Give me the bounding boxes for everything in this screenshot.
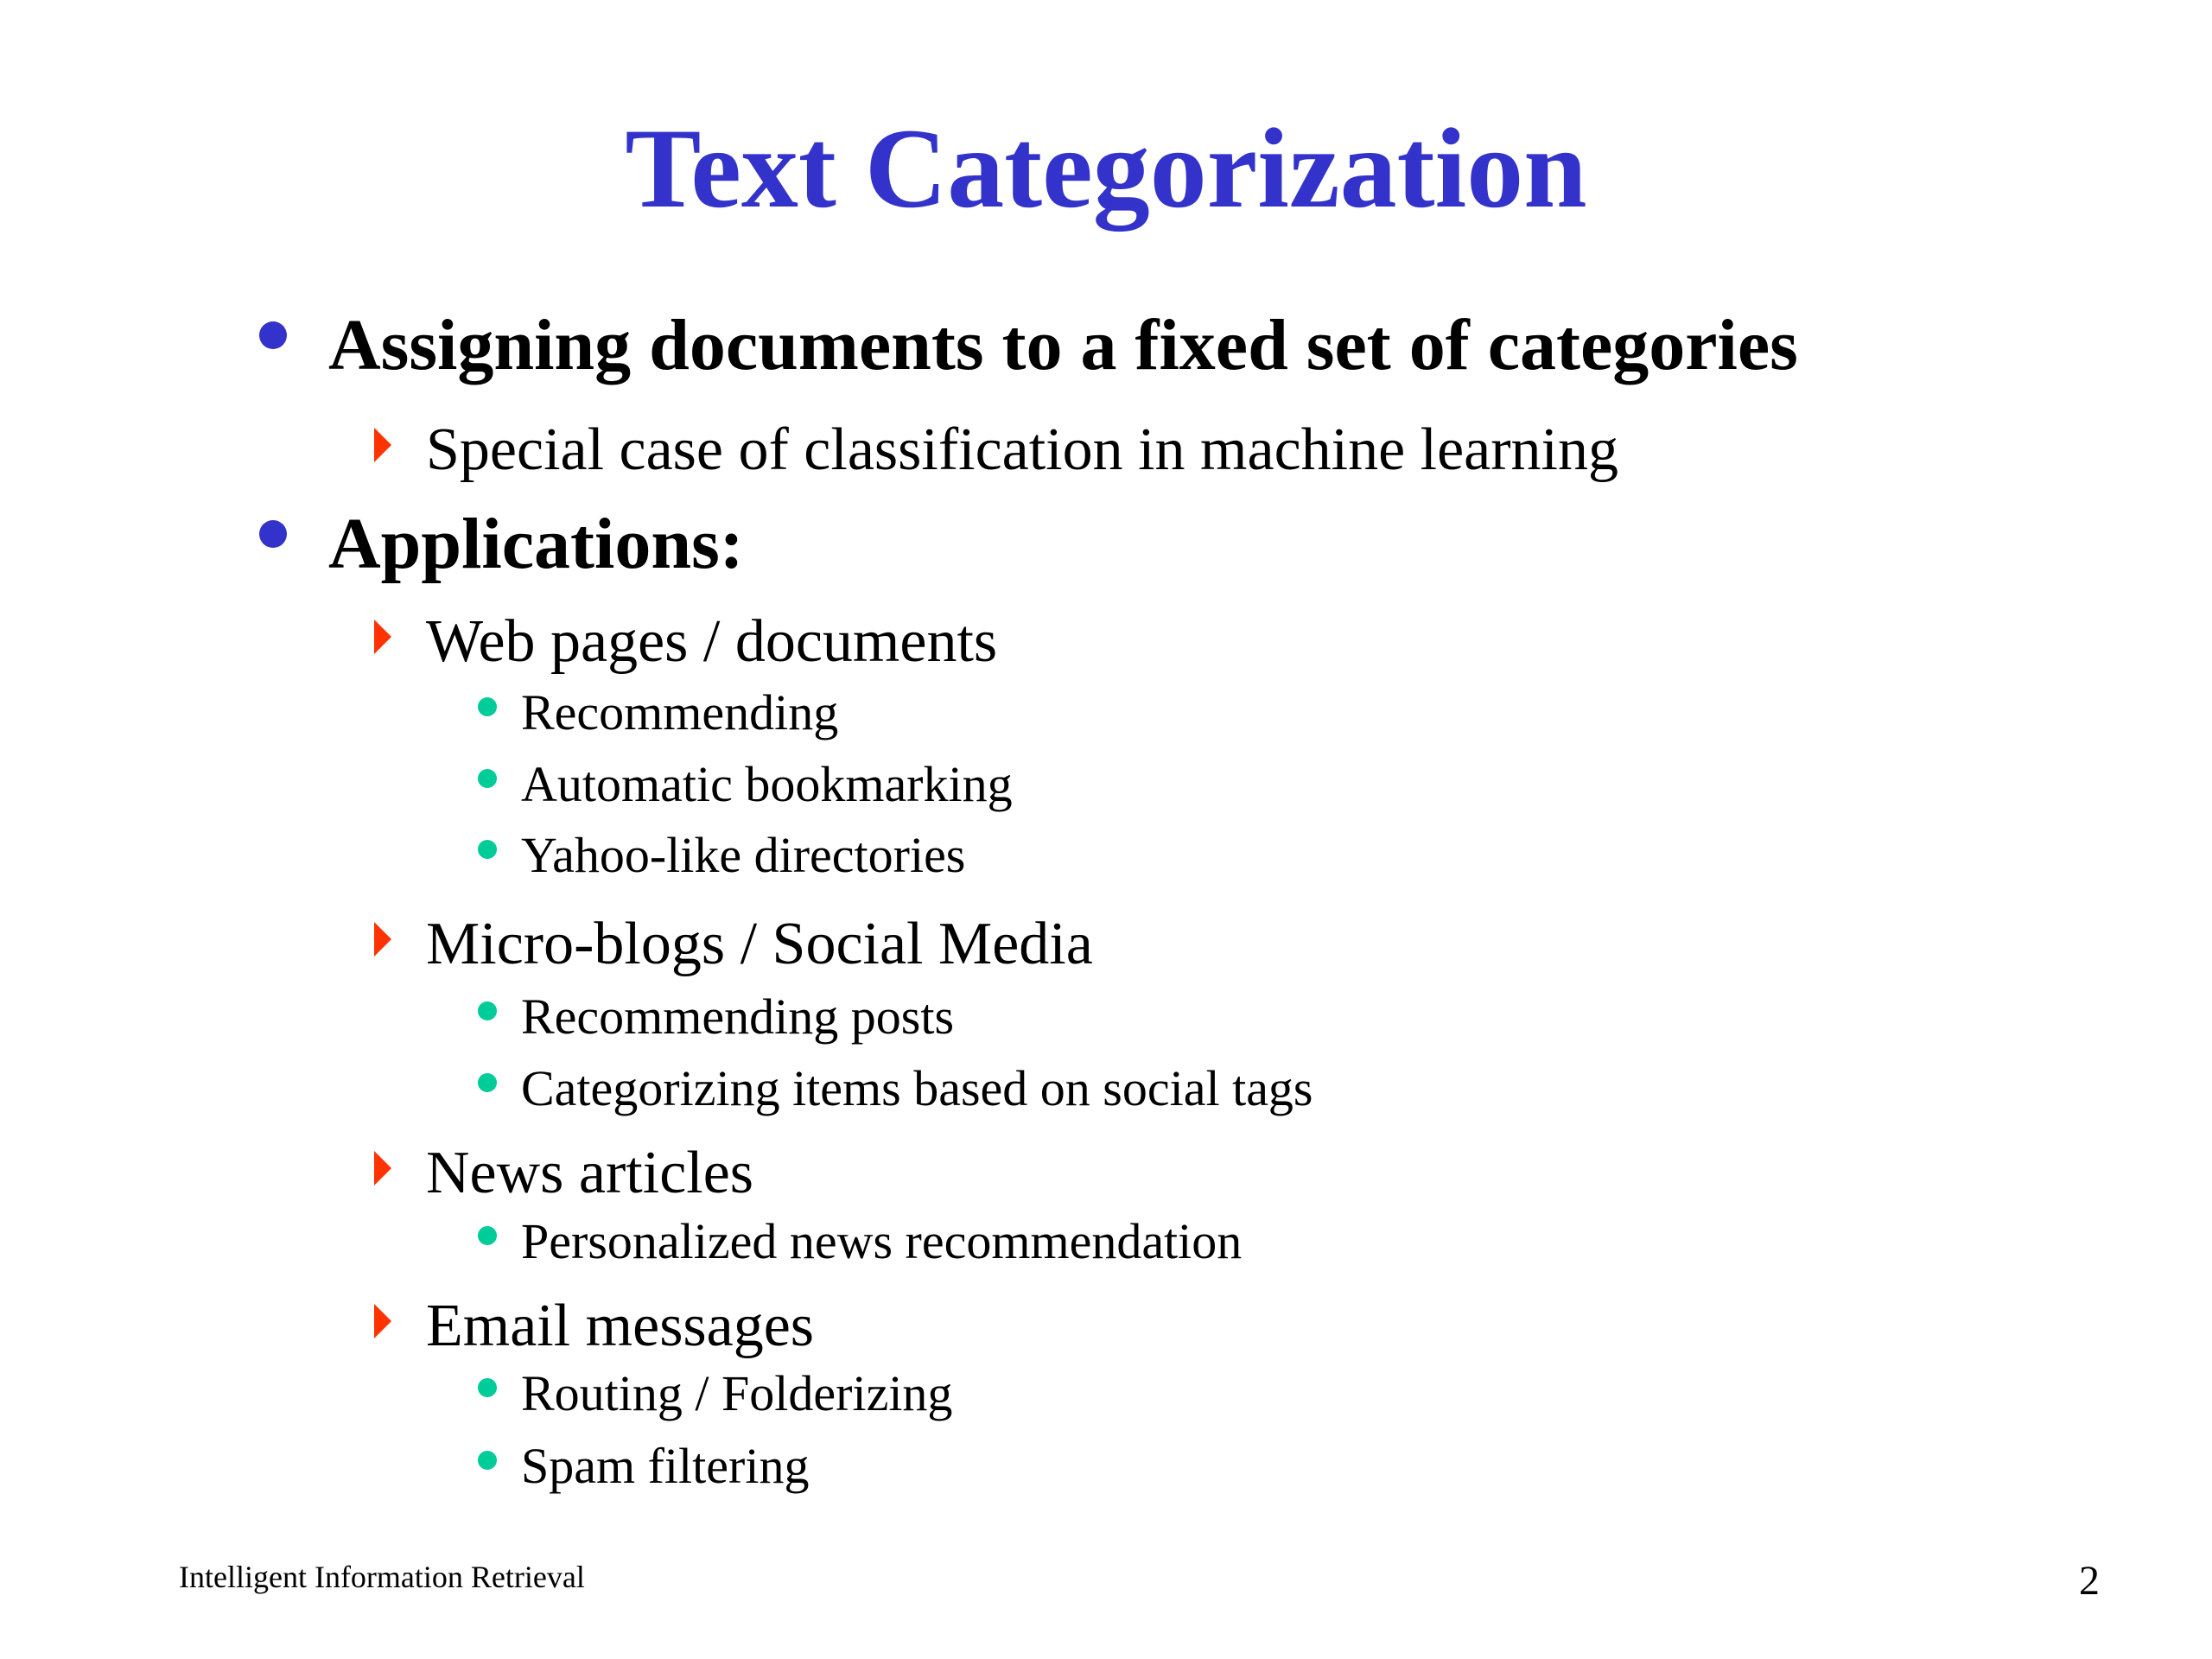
triangle-bullet-icon (374, 922, 391, 957)
bullet-text: Special case of classification in machine learning (426, 416, 1619, 483)
bullet-text: Spam filtering (521, 1438, 810, 1494)
dot-bullet-icon (478, 1001, 497, 1020)
bullet-text: Personalized news recommendation (521, 1213, 1243, 1269)
bullet-text: Routing / Folderizing (521, 1365, 953, 1421)
triangle-bullet-icon (374, 620, 391, 654)
dot-bullet-icon (478, 769, 497, 788)
dot-bullet-icon (478, 840, 497, 859)
bullet-text: Email messages (426, 1293, 815, 1359)
dot-bullet-icon (478, 1073, 497, 1092)
bullet-text: Assigning documents to a fixed set of categories (328, 305, 1798, 385)
triangle-bullet-icon (374, 428, 391, 462)
slide-title: Text Categorization (625, 105, 1587, 232)
round-bullet-icon (259, 520, 287, 548)
dot-bullet-icon (478, 1378, 497, 1397)
bullet-text: Recommending posts (521, 988, 955, 1045)
bullet-text: Recommending (521, 684, 839, 741)
bullet-text: Automatic bookmarking (521, 756, 1013, 812)
round-bullet-icon (259, 321, 287, 349)
bullet-text: Web pages / documents (426, 608, 998, 675)
dot-bullet-icon (478, 697, 497, 716)
dot-bullet-icon (478, 1451, 497, 1470)
bullet-text: Micro-blogs / Social Media (426, 911, 1093, 977)
bullet-text: Categorizing items based on social tags (521, 1060, 1313, 1116)
triangle-bullet-icon (374, 1304, 391, 1338)
triangle-bullet-icon (374, 1151, 391, 1185)
bullet-text: Applications: (328, 504, 744, 584)
bullet-text: News articles (426, 1140, 754, 1206)
dot-bullet-icon (478, 1226, 497, 1245)
page-number: 2 (2079, 1558, 2100, 1604)
bullet-text: Yahoo-like directories (521, 827, 966, 883)
footer-course-name: Intelligent Information Retrieval (179, 1560, 585, 1594)
